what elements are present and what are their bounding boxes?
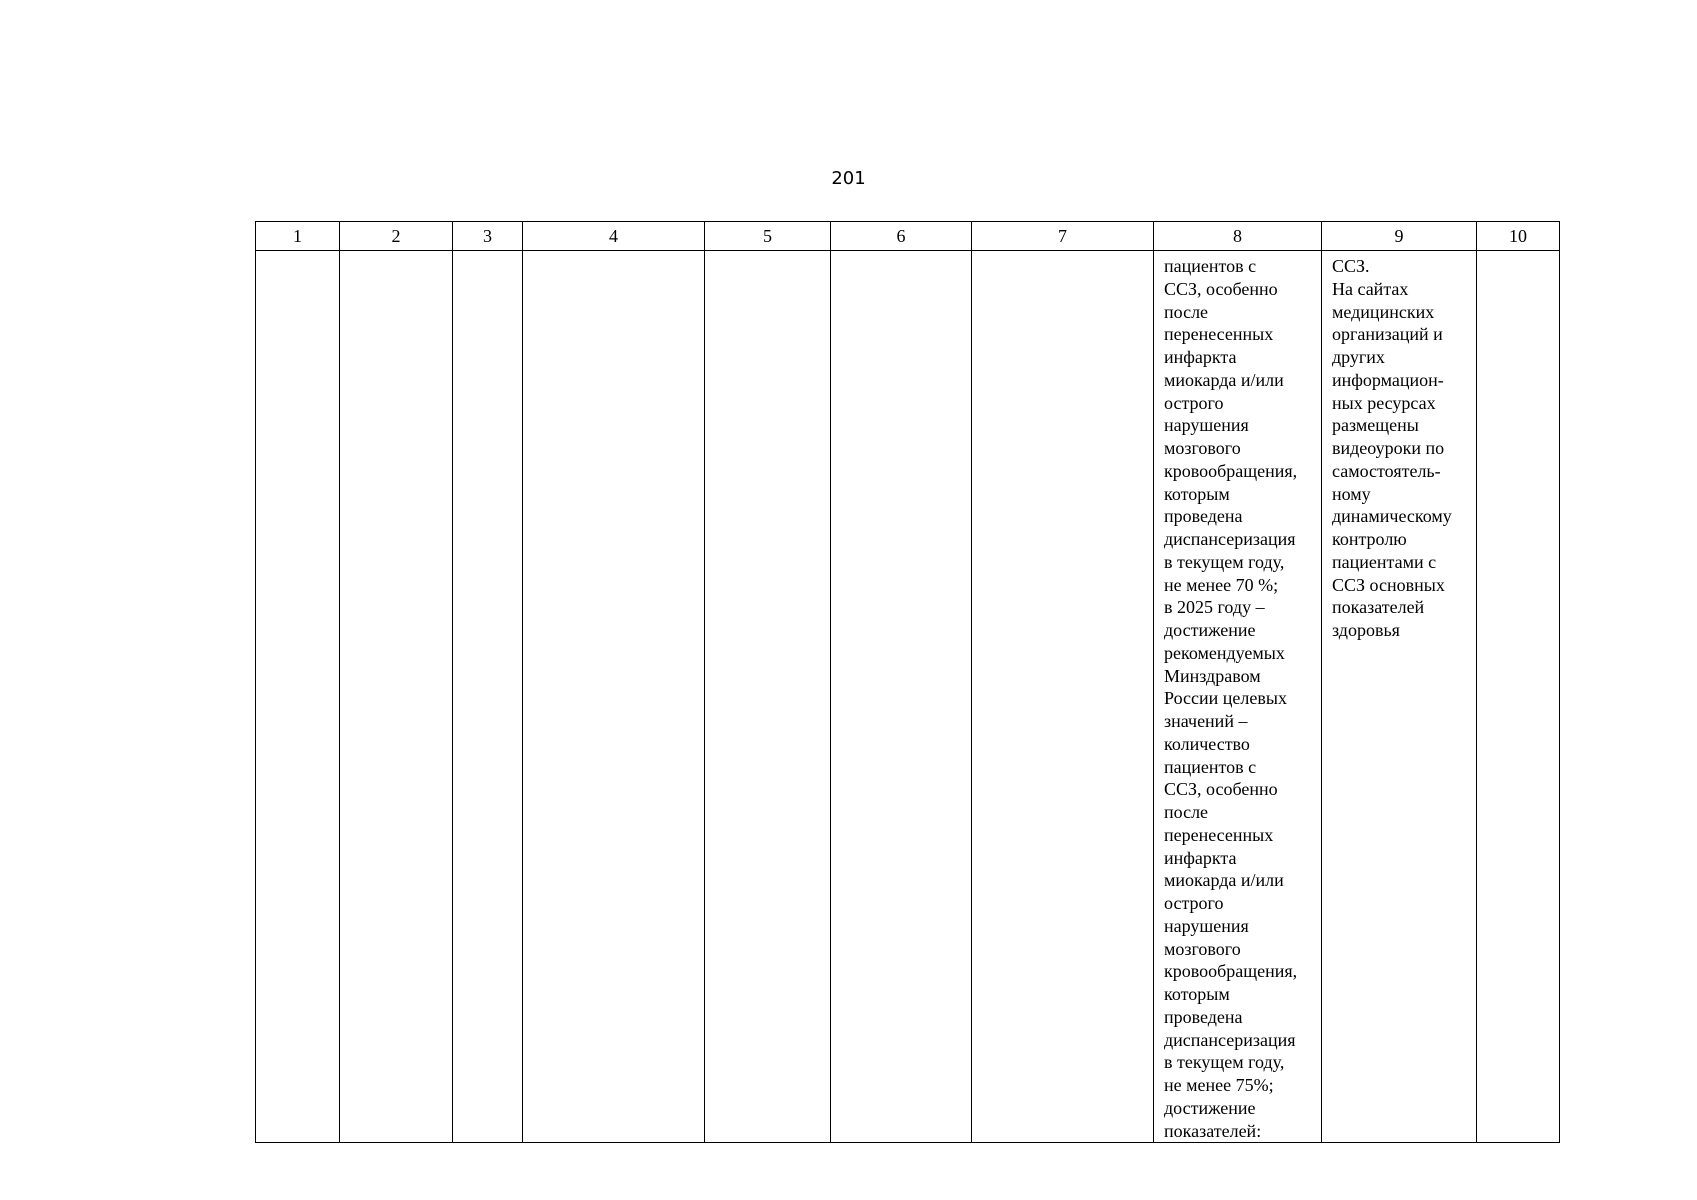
cell-col-9-text: ССЗ. На сайтах медицинских организаций и других информацион- ных ресурсах размещены видеоуроки по самостоятель- ному динамическому контролю пациентами с ССЗ основных показателей здоровья <box>1332 256 1452 640</box>
cell-col-7-text <box>972 251 1153 255</box>
header-row <box>256 222 1560 251</box>
cell-col-3-text <box>453 251 522 255</box>
cell-col-10 <box>1477 251 1560 1143</box>
header-col-6: 6 <box>831 222 972 251</box>
header-col-7: 7 <box>972 222 1154 251</box>
document-table <box>255 221 1560 1143</box>
cell-col-1 <box>256 251 340 1143</box>
table-row <box>256 251 1560 1143</box>
cell-col-6 <box>831 251 972 1143</box>
header-col-3: 3 <box>453 222 523 251</box>
page-number: 201 <box>831 168 866 189</box>
cell-col-5-text <box>705 251 830 255</box>
cell-col-2 <box>340 251 453 1143</box>
cell-col-4 <box>523 251 705 1143</box>
cell-col-1-text <box>256 251 339 255</box>
cell-col-8-text: пациентов с ССЗ, особенно после перенесенных инфаркта миокарда и/или острого нарушения мозгового кровообращения, которым проведена диспансеризация в текущем году, не менее 70 %; в 2025 году – достижение рекомендуемых Минздравом России целевых значений – количество пациентов с ССЗ, особенно после перенесенных инфаркта миокарда и/или острого нарушения мозгового кровообращения, которым проведена диспансеризация в текущем году, не менее 75%; достижение показателей: <box>1164 256 1298 1141</box>
cell-col-4-text <box>523 251 704 255</box>
cell-col-6-text <box>831 251 971 255</box>
header-col-5: 5 <box>705 222 831 251</box>
header-col-8: 8 <box>1154 222 1322 251</box>
header-col-2: 2 <box>340 222 453 251</box>
cell-col-10-text <box>1477 251 1559 255</box>
cell-col-9 <box>1322 251 1477 1143</box>
header-col-10: 10 <box>1477 222 1560 251</box>
header-col-4: 4 <box>523 222 705 251</box>
cell-col-2-text <box>340 251 452 255</box>
cell-col-3 <box>453 251 523 1143</box>
cell-col-5 <box>705 251 831 1143</box>
header-col-9: 9 <box>1322 222 1477 251</box>
cell-col-7 <box>972 251 1154 1143</box>
cell-col-8 <box>1154 251 1322 1143</box>
header-col-1: 1 <box>256 222 340 251</box>
